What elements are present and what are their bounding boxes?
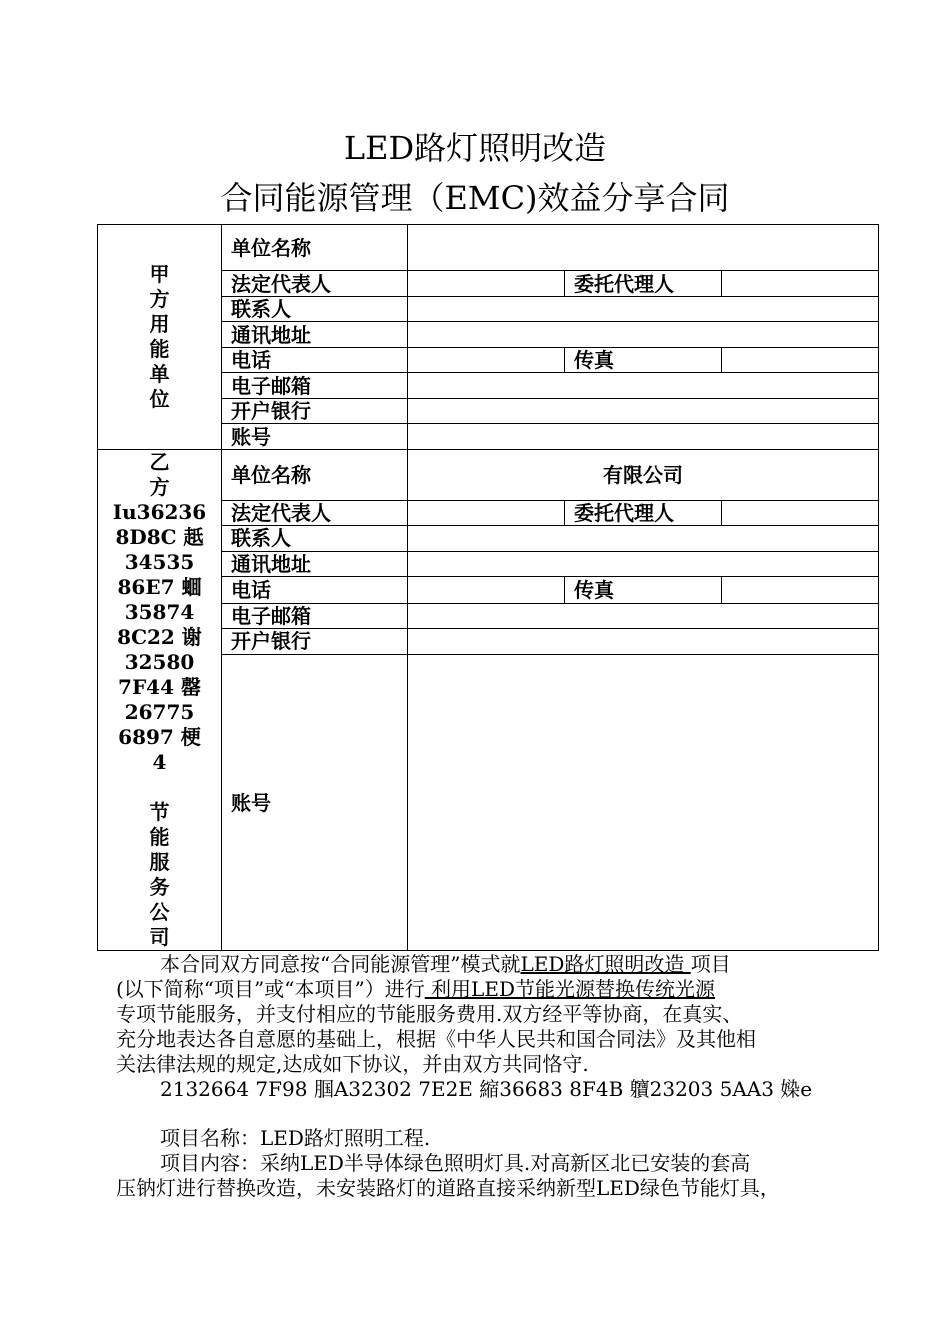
party-b-label-line xyxy=(98,775,221,800)
party-b-bank-value[interactable] xyxy=(408,628,879,654)
party-a-phone-label: 电话 xyxy=(222,348,408,373)
party-a-label-line: 单 xyxy=(149,362,170,386)
party-b-row-unit-name xyxy=(98,450,879,501)
party-a-email-label: 电子邮箱 xyxy=(222,373,408,399)
party-a-bank-label: 开户银行 xyxy=(222,399,408,424)
party-a-bank-value[interactable] xyxy=(408,399,879,424)
party-b-label-line: 4 xyxy=(152,750,167,774)
preamble-text-1: 本合同双方同意按“合同能源管理”模式就 xyxy=(160,952,521,976)
party-a-row-unit-name xyxy=(98,225,879,271)
preamble-text-2: 项目 xyxy=(690,952,731,976)
contract-party-table xyxy=(97,224,879,951)
party-a-contact-value[interactable] xyxy=(408,297,879,322)
party-b-contact-value[interactable] xyxy=(408,525,879,551)
party-b-email-value[interactable] xyxy=(408,603,879,628)
party-a-label-line: 位 xyxy=(149,387,170,411)
party-b-unit-name-label: 单位名称 xyxy=(222,450,408,501)
party-b-account-label: 账号 xyxy=(222,655,408,951)
project-content-line-1: 项目内容：采纳LED半导体绿色照明灯具.对高新区北已安装的套高 xyxy=(160,1151,751,1175)
party-b-company-value[interactable]: 有限公司 xyxy=(408,450,879,501)
project-section xyxy=(116,1126,836,1201)
party-b-label-line: 能 xyxy=(149,825,170,849)
party-a-fax-value[interactable] xyxy=(722,348,879,373)
party-a-label-line: 甲 xyxy=(149,262,170,286)
party-a-label-line: 方 xyxy=(149,287,170,311)
party-a-account-value[interactable] xyxy=(408,424,879,450)
party-b-label-line: 6897 梗 xyxy=(118,725,201,749)
party-a-unit-name-label: 单位名称 xyxy=(222,225,408,271)
party-b-label-line: Iu36236 xyxy=(112,500,207,524)
party-b-label-line: 务 xyxy=(149,875,170,899)
party-b-label-line: 8C22 谢 xyxy=(117,625,202,649)
party-b-agent-label: 委托代理人 xyxy=(565,500,722,525)
preamble-line-3: 专项节能服务，并支付相应的节能服务费用.双方经平等协商，在真实、 xyxy=(116,1002,743,1026)
party-b-label-line: 8D8C 赿 xyxy=(115,525,204,549)
party-b-fax-label: 传真 xyxy=(565,577,722,603)
party-b-label-line: 乙 xyxy=(149,450,170,474)
project-name-underlined: LED路灯照明改造 xyxy=(520,952,691,976)
preamble-text-3: (以下简称“项目”或“本项目”）进行 xyxy=(116,977,425,1001)
party-b-phone-value[interactable] xyxy=(408,577,565,603)
party-a-agent-label: 委托代理人 xyxy=(565,271,722,297)
party-b-agent-value[interactable] xyxy=(722,500,879,525)
service-content-underlined: 利用LED节能光源替换传统光源 xyxy=(424,977,715,1001)
party-a-legal-rep-label: 法定代表人 xyxy=(222,271,408,297)
party-b-account-value[interactable] xyxy=(408,655,879,951)
party-b-legal-rep-value[interactable] xyxy=(408,500,565,525)
party-b-bank-label: 开户银行 xyxy=(222,628,408,654)
party-a-address-value[interactable] xyxy=(408,322,879,348)
party-b-label-line: 86E7 蜖 xyxy=(117,575,202,599)
party-b-contact-label: 联系人 xyxy=(222,525,408,551)
party-b-label-line: 服 xyxy=(149,850,170,874)
party-b-address-label: 通讯地址 xyxy=(222,552,408,577)
party-b-label-line: 35874 xyxy=(124,600,195,624)
party-b-label-line: 司 xyxy=(149,925,170,949)
party-a-contact-label: 联系人 xyxy=(222,297,408,322)
preamble-line-4: 充分地表达各自意愿的基础上，根据《中华人民共和国合同法》及其他相 xyxy=(116,1027,756,1051)
document-title-line1: LED路灯照明改造 xyxy=(343,129,607,167)
party-b-address-value[interactable] xyxy=(408,552,879,577)
preamble-line-5: 关法律法规的规定,达成如下协议，并由双方共同恪守. xyxy=(116,1052,589,1076)
party-b-label-line: 7F44 罄 xyxy=(118,675,201,699)
party-b-legal-rep-label: 法定代表人 xyxy=(222,500,408,525)
party-b-label-line: 公 xyxy=(149,900,170,924)
party-a-agent-value[interactable] xyxy=(722,271,879,297)
party-b-label-line: 节 xyxy=(149,800,170,824)
party-a-address-label: 通讯地址 xyxy=(222,322,408,348)
preamble-line-2 xyxy=(116,977,836,1002)
party-a-unit-name-value[interactable] xyxy=(408,225,879,271)
document-title-line2: 合同能源管理（EMC)效益分享合同 xyxy=(220,179,730,217)
contract-preamble xyxy=(116,952,836,1102)
project-name-line: 项目名称：LED路灯照明工程. xyxy=(160,1126,431,1150)
project-content-line-2: 压钠灯进行替换改造，未安装路灯的道路直接采纳新型LED绿色节能灯具， xyxy=(116,1176,780,1200)
party-a-fax-label: 传真 xyxy=(565,348,722,373)
party-a-legal-rep-value[interactable] xyxy=(408,271,565,297)
party-b-email-label: 电子邮箱 xyxy=(222,603,408,628)
party-a-label-line: 用 xyxy=(149,312,170,336)
party-a-account-label: 账号 xyxy=(222,424,408,450)
party-b-phone-label: 电话 xyxy=(222,577,408,603)
party-b-label xyxy=(98,450,222,951)
preamble-line-1 xyxy=(116,952,836,977)
party-b-label-line: 26775 xyxy=(124,700,195,724)
party-a-phone-value[interactable] xyxy=(408,348,565,373)
party-b-label-line: 34535 xyxy=(124,550,195,574)
party-b-label-line: 32580 xyxy=(124,650,195,674)
party-b-fax-value[interactable] xyxy=(722,577,879,603)
code-line: 2132664 7F98 腘A32302 7E2E 縮36683 8F4B 軉23203 5AA3 媣e xyxy=(160,1077,813,1101)
party-b-label-line: 方 xyxy=(149,475,170,499)
party-a-email-value[interactable] xyxy=(408,373,879,399)
party-a-label xyxy=(98,225,222,450)
party-a-label-line: 能 xyxy=(149,337,170,361)
